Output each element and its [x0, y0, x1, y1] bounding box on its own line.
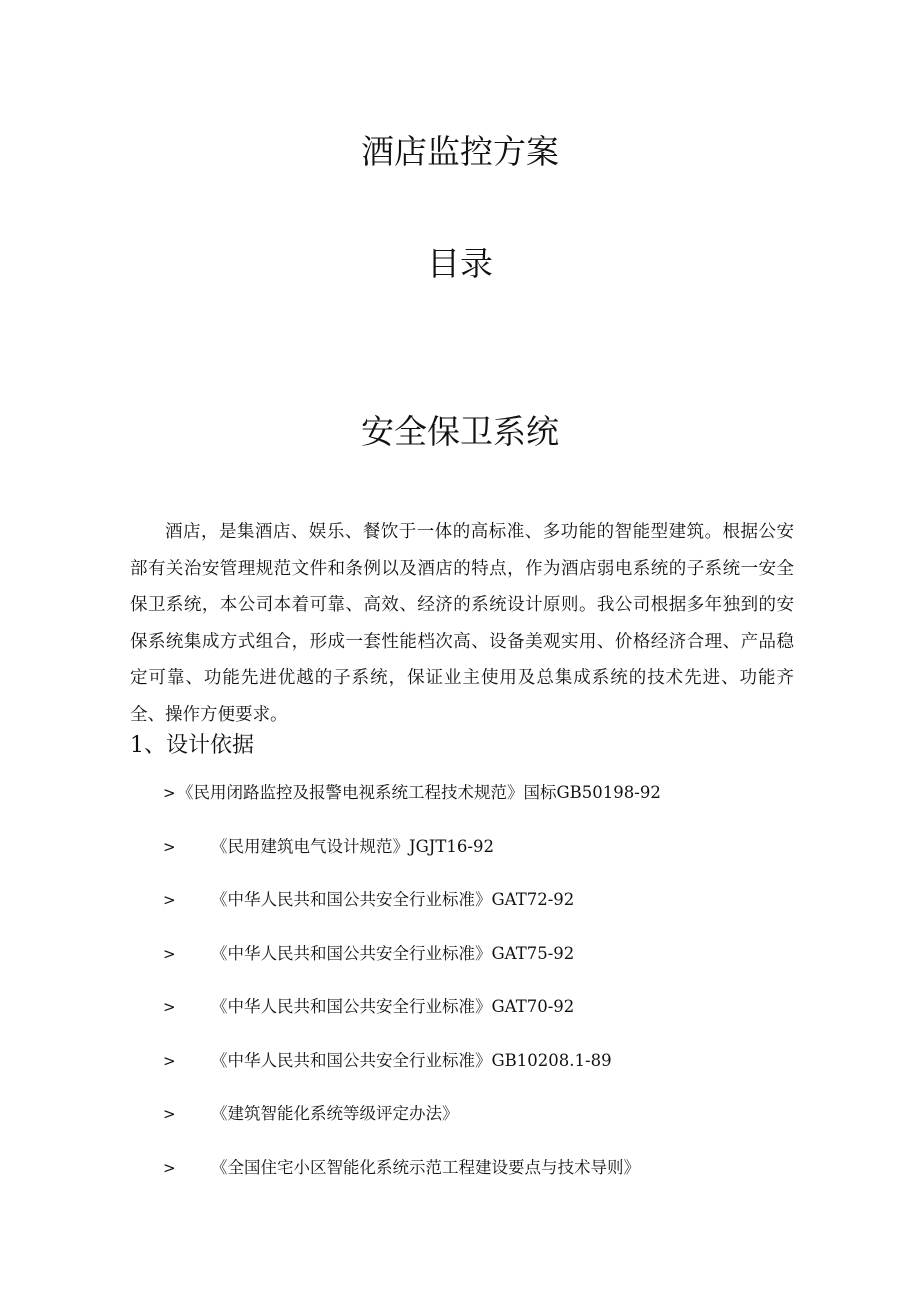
reference-item — [163, 1157, 640, 1179]
reference-text: 《建筑智能化系统等级评定办法》 — [211, 1104, 459, 1123]
reference-text: 《中华人民共和国公共安全行业标准》GAT72-92 — [211, 890, 575, 909]
subsection-heading: 1、设计依据 — [130, 733, 254, 758]
reference-item — [163, 782, 661, 804]
reference-text: 《中华人民共和国公共安全行业标准》GAT75-92 — [211, 944, 575, 963]
reference-text: 《全国住宅小区智能化系统示范工程建设要点与技术导则》 — [211, 1158, 640, 1177]
reference-item — [163, 943, 574, 965]
reference-text: 《民用闭路监控及报警电视系统工程技术规范》国标GB50198-92 — [177, 783, 661, 802]
bullet-marker: > — [163, 945, 176, 963]
reference-text: 《中华人民共和国公共安全行业标准》GAT70-92 — [211, 997, 575, 1016]
bullet-marker: > — [163, 1159, 176, 1177]
reference-item — [163, 889, 574, 911]
bullet-marker: > — [163, 998, 176, 1016]
bullet-marker: > — [163, 784, 176, 802]
bullet-marker: > — [163, 838, 176, 856]
bullet-marker: > — [163, 1105, 176, 1123]
reference-item — [163, 1050, 612, 1072]
bullet-marker: > — [163, 1052, 176, 1070]
bullet-marker: > — [163, 891, 176, 909]
reference-item — [163, 836, 494, 858]
reference-item — [163, 996, 574, 1018]
reference-text: 《民用建筑电气设计规范》JGJT16-92 — [211, 837, 494, 856]
document-title: 酒店监控方案 — [361, 132, 559, 171]
reference-item — [163, 1103, 459, 1125]
reference-text: 《中华人民共和国公共安全行业标准》GB10208.1-89 — [211, 1051, 612, 1070]
intro-paragraph: 酒店，是集酒店、娱乐、餐饮于一体的高标准、多功能的智能型建筑。根据公安部有关治安管理规范文件和条例以及酒店的特点，作为酒店弱电系统的子系统一安全保卫系统，本公司本着可靠、高效、经济的系统设计原则。我公司根据多年独到的安保系统集成方式组合，形成一套性能档次高、设备美观实用、价格经济合理、产品稳定可靠、功能先进优越的子系统，保证业主使用及总集成系统的技术先进、功能齐全、操作方便要求。 — [130, 522, 794, 725]
section-heading: 安全保卫系统 — [361, 412, 559, 451]
toc-heading: 目录 — [427, 244, 493, 283]
